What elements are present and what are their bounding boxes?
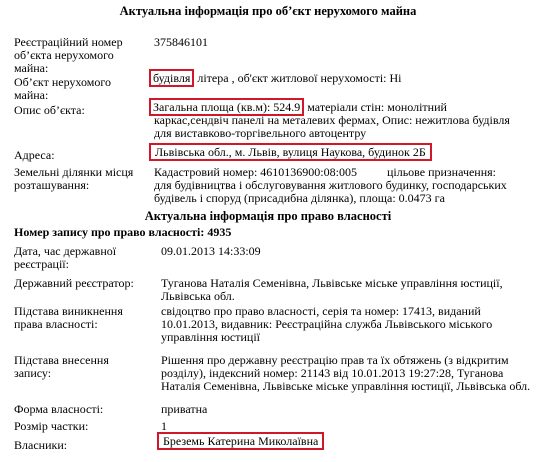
desc-line1-rest: матеріали стін: монолітний <box>304 100 447 114</box>
registrar-line2: Львівська обл. <box>161 289 235 303</box>
share-size-value: 1 <box>161 419 167 433</box>
basis-line1: свідоцтво про право власності, серія та номер: 17413, виданий <box>161 304 481 318</box>
registrar-value <box>161 277 503 303</box>
date-value: 09.01.2013 14:33:09 <box>161 244 261 258</box>
object-label-line: майна: <box>14 88 49 102</box>
object-label-line: Об’єкт нерухомого <box>14 75 111 89</box>
address-value <box>149 146 432 159</box>
basis-value <box>161 305 492 344</box>
reg-label-line: Реєстраційний номер <box>14 35 123 49</box>
owners-value <box>157 435 324 448</box>
land-line3: будівель і споруд (присадибна ділянка), площа: 0.0473 га <box>154 191 445 205</box>
entry-line2: розділу), індексний номер: 21143 від 10.01.2013 19:27:28, Туганова <box>161 366 504 380</box>
basis-line2: 10.01.2013, видавник: Реєстраційна служба Львівського міського <box>161 317 493 331</box>
reg-number-label <box>14 36 123 75</box>
land-line2: для будівництва і обслуговування житлового будинку, господарських <box>154 178 507 192</box>
description-value <box>149 101 510 140</box>
date-label <box>14 245 116 271</box>
record-number: Номер запису про право власності: 4935 <box>14 225 232 239</box>
land-label <box>14 166 133 192</box>
date-label-line: Дата, час державної <box>14 244 117 258</box>
area-highlight: Загальна площа (кв.м): 524.9 <box>149 98 304 116</box>
registrar-line1: Туганова Наталія Семенівна, Львівське міське управління юстиції, <box>161 276 503 290</box>
entry-basis-label <box>14 354 109 380</box>
owner-name-highlight: Бреземь Катерина Миколаївна <box>157 432 324 450</box>
owners-label: Власники: <box>14 438 68 452</box>
section1-title: Актуальна інформація про об’єкт нерухомого майна <box>119 4 417 18</box>
entry-line3: Наталія Семенівна, Львівське міське управління юстиції, Львівська обл. <box>161 379 531 393</box>
land-label-line: Земельні ділянки місця <box>14 165 134 179</box>
reg-label-line: об’єкта нерухомого <box>14 48 114 62</box>
entry-label-line: запису: <box>14 366 52 380</box>
ownership-form-label: Форма власності: <box>14 402 104 416</box>
object-type-highlight: будівля <box>149 69 194 87</box>
registrar-label: Державний реєстратор: <box>14 276 134 290</box>
land-purpose-label: цільове призначення: <box>386 165 497 179</box>
basis-label <box>14 305 123 331</box>
address-highlight: Львівська обл., м. Львів, вулиця Наукова, будинок 2Б <box>149 143 432 161</box>
basis-line3: управління юстиції <box>161 330 260 344</box>
basis-label-line: права власності: <box>14 317 98 331</box>
section2-title: Актуальна інформація про право власності <box>144 209 392 223</box>
object-label <box>14 76 111 102</box>
desc-line3: для виставково-торгівельного автоцентру <box>154 126 367 140</box>
cadastral-number: Кадастровий номер: 4610136900:08:005 <box>154 165 357 179</box>
reg-label-line: майна: <box>14 61 49 75</box>
share-size-label: Розмір частки: <box>14 419 89 433</box>
entry-basis-value <box>161 354 530 393</box>
date-label-line: реєстрації: <box>14 257 69 271</box>
entry-label-line: Підстава внесення <box>14 353 109 367</box>
land-label-line: розташування: <box>14 178 90 192</box>
desc-line2: каркас,сендвіч панелі на металевих фермах, Опис: нежитлова будівля <box>154 113 510 127</box>
ownership-form-value: приватна <box>161 402 208 416</box>
entry-line1: Рішення про державну реєстрацію прав та їх обтяжень (з відкритим <box>161 353 509 367</box>
object-rest: літера , об'єкт житлової нерухомості: Ні <box>194 71 402 85</box>
reg-number-value: 375846101 <box>154 35 208 49</box>
object-value <box>149 72 402 85</box>
address-label: Адреса: <box>14 148 55 162</box>
land-value <box>154 166 507 205</box>
description-label: Опис об’єкта: <box>14 103 85 117</box>
basis-label-line: Підстава виникнення <box>14 304 123 318</box>
